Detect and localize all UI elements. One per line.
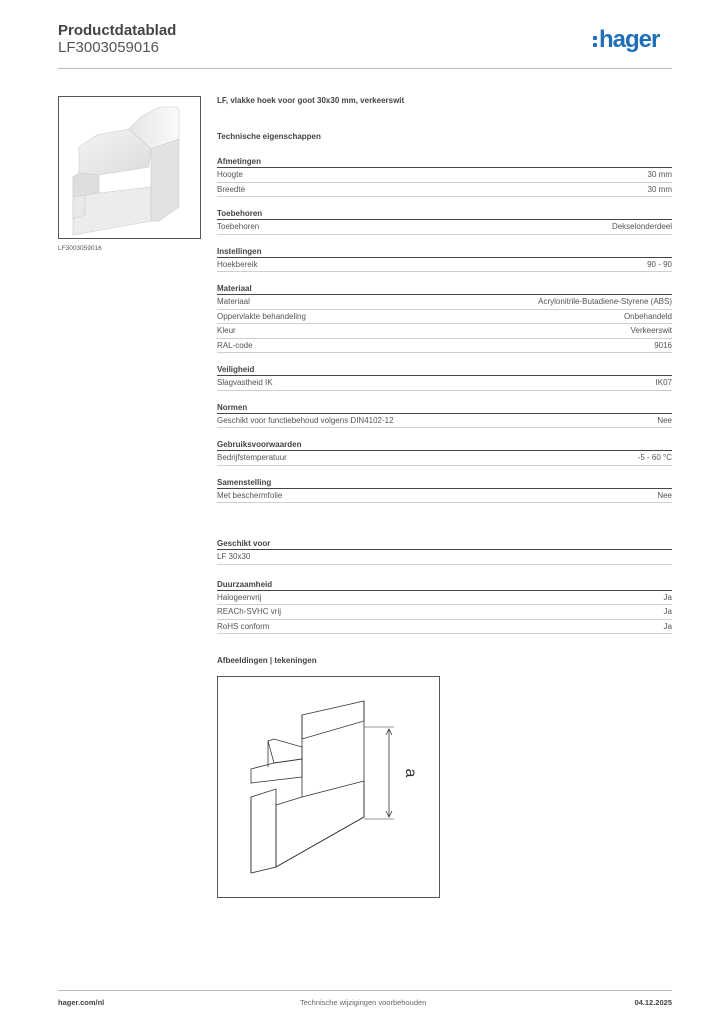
- property-row: [217, 324, 672, 339]
- property-label: Breedte: [217, 184, 246, 194]
- property-label: Toebehoren: [217, 222, 260, 231]
- compatibility-and-sustainability: [217, 537, 672, 647]
- property-row: [217, 220, 672, 235]
- property-row: [217, 339, 672, 354]
- product-number: LF3003059016: [58, 39, 159, 56]
- property-value: IK07: [655, 378, 672, 387]
- footer-website-link[interactable]: hager.com/nl: [58, 998, 105, 1007]
- section-samenstelling: [217, 476, 672, 504]
- section-heading: Afmetingen: [217, 155, 672, 168]
- property-value: Dekselonderdeel: [611, 222, 672, 231]
- property-value: Ja: [663, 621, 672, 631]
- property-value: 30 mm: [647, 170, 672, 179]
- property-value: Nee: [657, 490, 672, 500]
- header-divider: [58, 68, 672, 69]
- property-value: Onbehandeld: [623, 311, 672, 321]
- property-label: LF 30x30: [217, 552, 251, 561]
- property-value: Acrylonitrile-Butadiene-Styrene (ABS): [538, 297, 672, 306]
- section-heading: Veiligheid: [217, 363, 672, 376]
- section-normen: [217, 401, 672, 429]
- section-duurzaamheid: [217, 578, 672, 635]
- property-row: [217, 183, 672, 198]
- property-value: 9016: [654, 340, 672, 350]
- section-heading: Gebruiksvoorwaarden: [217, 438, 672, 451]
- property-label: Oppervlakte behandeling: [217, 311, 306, 321]
- section-veiligheid: [217, 363, 672, 391]
- section-heading: Toebehoren: [217, 207, 672, 220]
- property-value: 90 - 90: [647, 259, 672, 269]
- property-label: Met beschermfolie: [217, 490, 283, 500]
- property-value: Ja: [663, 592, 672, 602]
- product-description: LF, vlakke hoek voor goot 30x30 mm, verkeerswit: [217, 96, 405, 105]
- logo-dots-icon: [593, 36, 597, 47]
- dimension-label: a: [402, 768, 419, 778]
- section-heading: Geschikt voor: [217, 537, 672, 550]
- drawings-heading: Afbeeldingen | tekeningen: [217, 656, 317, 665]
- section-afmetingen: [217, 155, 672, 197]
- property-label: Kleur: [217, 326, 236, 335]
- section-heading: Duurzaamheid: [217, 578, 672, 591]
- property-row: [217, 550, 672, 565]
- property-label: Slagvastheid IK: [217, 378, 273, 387]
- property-row: [217, 258, 672, 273]
- document-title: Productdatablad: [58, 22, 177, 39]
- hager-logo[interactable]: [593, 26, 659, 54]
- section-toebehoren: [217, 207, 672, 235]
- corner-piece-photo-icon: [59, 97, 202, 240]
- property-row: [217, 451, 672, 466]
- section-gebruiksvoorwaarden: [217, 438, 672, 466]
- property-value: Verkeerswit: [630, 326, 672, 335]
- property-label: RAL-code: [217, 340, 253, 350]
- property-value: 30 mm: [647, 184, 672, 194]
- photo-caption: LF3003059016: [58, 245, 102, 252]
- footer-divider: [58, 990, 672, 991]
- property-row: [217, 376, 672, 391]
- section-instellingen: [217, 245, 672, 273]
- section-materiaal: [217, 282, 672, 353]
- technical-properties-heading: Technische eigenschappen: [217, 132, 321, 141]
- property-label: Halogeenvrij: [217, 592, 262, 602]
- property-row: [217, 168, 672, 183]
- technical-properties: [217, 155, 672, 513]
- footer-disclaimer: Technische wijzigingen voorbehouden: [300, 998, 427, 1007]
- property-row: [217, 591, 672, 606]
- property-value: Nee: [657, 415, 672, 425]
- section-heading: Materiaal: [217, 282, 672, 295]
- product-photo: [58, 96, 201, 239]
- footer-date: 04.12.2025: [634, 998, 672, 1007]
- logo-text: hager: [599, 26, 660, 53]
- section-heading: Samenstelling: [217, 476, 672, 489]
- technical-drawing: [217, 676, 440, 898]
- section-heading: Normen: [217, 401, 672, 414]
- section-heading: Instellingen: [217, 245, 672, 258]
- property-label: Materiaal: [217, 297, 250, 306]
- property-label: Hoogte: [217, 170, 243, 179]
- property-label: RoHS conform: [217, 621, 270, 631]
- property-label: Geschikt voor functiebehoud volgens DIN4102-12: [217, 415, 394, 425]
- property-row: [217, 489, 672, 504]
- property-row: [217, 605, 672, 620]
- property-value: Ja: [663, 607, 672, 616]
- property-label: Hoekbereik: [217, 259, 258, 269]
- property-label: REACh-SVHC vrij: [217, 607, 282, 616]
- property-row: [217, 620, 672, 635]
- property-row: [217, 414, 672, 429]
- property-label: Bedrijfstemperatuur: [217, 453, 287, 462]
- property-row: [217, 295, 672, 310]
- property-row: [217, 310, 672, 325]
- property-value: -5 - 60 °C: [637, 453, 672, 462]
- corner-piece-drawing-icon: [218, 677, 439, 897]
- section-geschikt-voor: [217, 537, 672, 565]
